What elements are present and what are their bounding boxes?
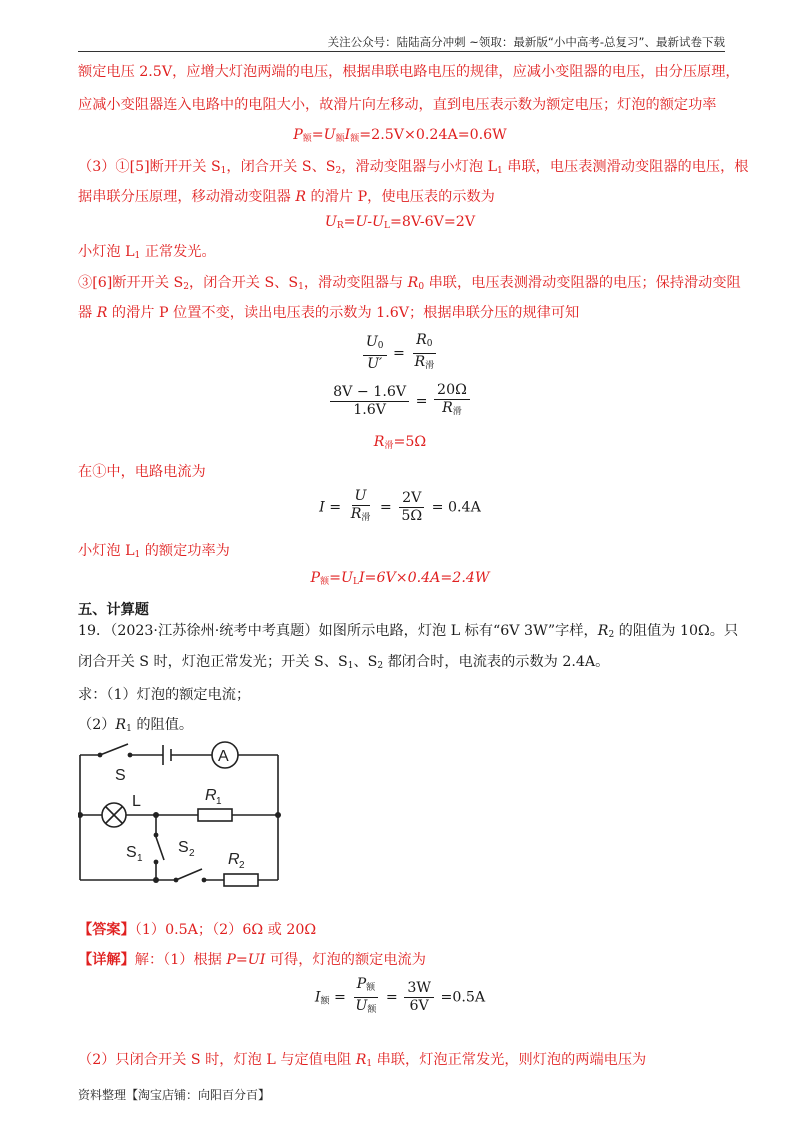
switch-s-label: S [115, 767, 126, 784]
answer-line: 【答案】（1）0.5A；（2）6Ω 或 20Ω [78, 922, 317, 938]
r1-label: R [205, 787, 217, 804]
circuit-diagram [78, 740, 288, 890]
solution-line-9: 器 R 的滑片 P 位置不变，读出电压表的示数为 1.6V；根据串联分压的规律可知 [78, 305, 580, 321]
s1-label: S [126, 844, 137, 861]
power-equation-1: $P_额=U_额I_额=2.5V\times 0.24A=0.6W$ [293, 127, 507, 144]
page-header: 关注公众号：陆陆高分冲刺 ~领取：最新版“小中高考-总复习”、最新试卷下载 [327, 35, 725, 49]
detail-line-2: （2）只闭合开关 S 时，灯泡 L 与定值电阻 $R_1$ 串联，灯泡正常发光，则灯泡的两端电压为 [78, 1052, 647, 1069]
ammeter-label: A [218, 748, 229, 765]
rated-current-equation: $I_额$ = $\frac{P_额}{U_额}$ = $\frac{3W}{6V}$ =0.5A [314, 976, 486, 1015]
solution-line-1: 额定电压 2.5V，应增大灯泡两端的电压，根据串联电路电压的规律，应减小变阻器的电压，由分压原理， [78, 64, 740, 80]
s2-sub: 2 [189, 848, 195, 859]
r2-label: R [228, 851, 240, 868]
solution-line-15: 小灯泡 $L_1$ 的额定功率为 [78, 543, 230, 560]
question-line-4: $(2)R_1$ 的阻值。 [78, 717, 194, 734]
power-equation-2: $P_额=U_LI=6V\times 0.4A=2.4W$ [310, 570, 490, 587]
r2-sub: 2 [239, 860, 245, 871]
resistance-result: $R_滑=5\Omega$ [373, 434, 427, 451]
solution-line-13: 在①中，电路电流为 [78, 464, 206, 480]
r1-sub: 1 [216, 796, 222, 807]
s2-label: S [178, 839, 189, 856]
ratio-equation-1: $\frac{U_0}{U'}$ = $\frac{R_0}{R_滑}$ [0, 332, 800, 375]
voltage-equation: $U_R=U-U_L=8V-6V=2V$ [324, 214, 476, 231]
solution-line-2: 应减小变阻器连入电路中的电阻大小，故滑片向左移动，直到电压表示数为额定电压；灯泡的额定功率 [78, 97, 717, 113]
question-line-3: 求：（1）灯泡的额定电流； [78, 687, 251, 703]
s1-sub: 1 [137, 853, 143, 864]
page-footer: 资料整理【淘宝店铺：向阳百分百】 [78, 1088, 271, 1102]
solution-line-8: ③[6]断开开关 $S_2$，闭合开关 S、$S_1$，滑动变阻器与 $R_0$ 串联，电压表测滑动变阻器的电压；保持滑动变阻 [78, 275, 741, 292]
solution-line-5: 据串联分压原理，移动滑动变阻器 R 的滑片 P，使电压表的示数为 [78, 189, 495, 205]
header-divider [78, 51, 725, 52]
solution-line-4: （3）①[5]断开开关 $S_1$，闭合开关 S、$S_2$，滑动变阻器与小灯泡 $L_1$ 串联，电压表测滑动变阻器的电压，根 [78, 159, 749, 176]
section-title: 五、计算题 [78, 602, 149, 618]
answer-label: 【答案】 [78, 922, 135, 938]
question-line-2: 闭合开关 S 时，灯泡正常发光；开关 S、$S_1$、$S_2$ 都闭合时，电流表的示数为 2.4A。 [78, 654, 610, 671]
lamp-label: L [132, 793, 141, 810]
detail-label: 【详解】 [78, 952, 135, 968]
solution-line-7: 小灯泡 $L_1$ 正常发光。 [78, 244, 216, 261]
question-line-1: 19．（2023·江苏徐州·统考中考真题）如图所示电路，灯泡 L 标有“6V 3W”字样，$R_2$ 的阻值为 10Ω。只 [78, 623, 739, 640]
detail-line-1: 【详解】解：（1）根据 P=UI 可得，灯泡的额定电流为 [78, 952, 426, 968]
current-equation: I = $\frac{U}{R_滑}$ = $\frac{2V}{5\Omega}$ = 0.4A [319, 488, 481, 524]
ratio-equation-2: $\frac{8V - 1.6V}{1.6V}$ = $\frac{20\Omega}{R_滑}$ [0, 382, 800, 421]
